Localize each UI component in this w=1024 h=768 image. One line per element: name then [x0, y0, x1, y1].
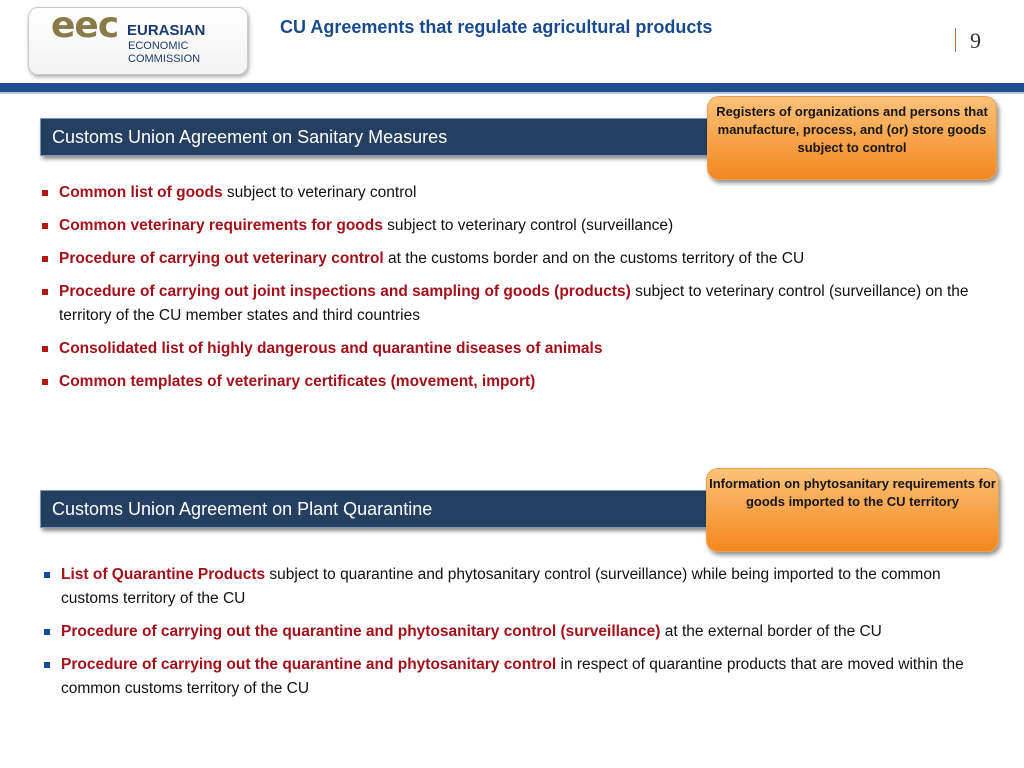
- item-keyword: Common templates of veterinary certificates (movement, import): [59, 373, 536, 390]
- item-keyword: List of Quarantine Products: [61, 566, 266, 583]
- list-item: [42, 653, 1002, 701]
- logo-mark: eec: [51, 5, 119, 46]
- bullet-icon: [42, 289, 48, 295]
- bullet-icon: [42, 379, 48, 385]
- header-rule-shadow: [0, 92, 1024, 94]
- logo-eurasian: EURASIAN: [127, 22, 206, 39]
- section-title-plant-quarantine: Customs Union Agreement on Plant Quarantine: [52, 499, 433, 519]
- bullet-icon: [44, 662, 50, 668]
- bullet-icon: [44, 629, 50, 635]
- item-keyword: Procedure of carrying out the quarantine and phytosanitary control: [61, 656, 557, 673]
- item-text: at the external border of the CU: [660, 623, 882, 640]
- list-item: [40, 337, 1000, 361]
- eec-logo: [28, 7, 248, 75]
- bullet-icon: [42, 256, 48, 262]
- callout-registers: Registers of organizations and persons that manufacture, process, and (or) store goods subject to control: [707, 96, 997, 180]
- header-rule: [0, 83, 1024, 92]
- page-number: 9: [970, 28, 981, 53]
- page-number-divider: [955, 28, 956, 52]
- item-keyword: Procedure of carrying out the quarantine and phytosanitary control (surveillance): [61, 623, 661, 640]
- logo-commission: COMMISSION: [128, 53, 201, 65]
- section-title-sanitary: Customs Union Agreement on Sanitary Measures: [52, 127, 448, 147]
- sanitary-measures-list: [40, 181, 1000, 403]
- item-text: subject to quarantine and phytosanitary control (surveillance) while being imported to the common customs territory of the CU: [61, 566, 941, 607]
- page-title: CU Agreements that regulate agricultural products: [280, 17, 713, 37]
- item-text: subject to veterinary control: [222, 184, 417, 201]
- bullet-icon: [42, 190, 48, 196]
- bullet-icon: [42, 346, 48, 352]
- list-item: [42, 563, 1002, 611]
- bullet-icon: [44, 572, 50, 578]
- item-keyword: Common list of goods: [59, 184, 223, 201]
- list-item: [40, 247, 1000, 271]
- list-item: [42, 620, 1002, 644]
- list-item: [40, 370, 1000, 394]
- item-text: in respect of quarantine products that are moved within the common customs territory of the CU: [61, 656, 964, 697]
- item-keyword: Common veterinary requirements for goods: [59, 217, 383, 234]
- section-banner-plant-quarantine: [40, 490, 720, 528]
- item-keyword: Consolidated list of highly dangerous and quarantine diseases of animals: [59, 340, 603, 357]
- list-item: [40, 181, 1000, 205]
- item-text: subject to veterinary control (surveillance) on the territory of the CU member states and third countries: [59, 283, 969, 324]
- list-item: [40, 214, 1000, 238]
- item-keyword: Procedure of carrying out veterinary control: [59, 250, 384, 267]
- section-banner-sanitary: [40, 118, 720, 156]
- bullet-icon: [42, 223, 48, 229]
- logo-economic: ECONOMIC: [128, 40, 189, 52]
- list-item: [40, 280, 1000, 328]
- item-text: at the customs border and on the customs territory of the CU: [383, 250, 805, 267]
- plant-quarantine-list: [42, 563, 1002, 710]
- item-keyword: Procedure of carrying out joint inspections and sampling of goods (products): [59, 283, 631, 300]
- item-text: subject to veterinary control (surveillance): [382, 217, 674, 234]
- callout-phytosanitary: Information on phytosanitary requirements for goods imported to the CU territory: [706, 468, 999, 552]
